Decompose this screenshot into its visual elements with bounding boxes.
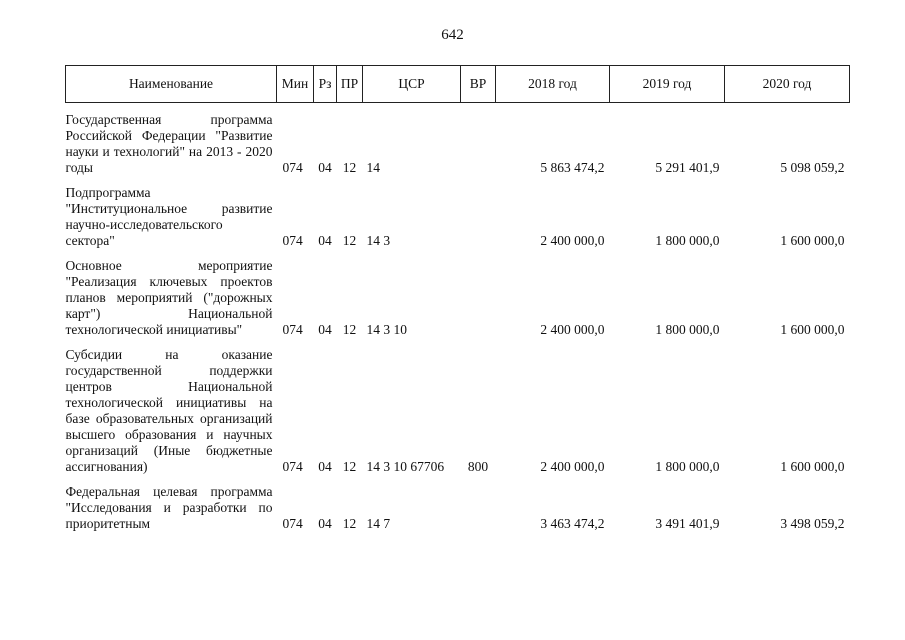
- header-csr: ЦСР: [363, 66, 461, 103]
- row-csr: 14 3 10 67706: [366, 459, 445, 474]
- row-min: 074: [282, 233, 303, 248]
- row-2019: 3 491 401,9: [655, 516, 720, 531]
- row-vr: [461, 258, 496, 338]
- table-row: [66, 347, 850, 475]
- table-row: [66, 258, 850, 338]
- row-min: 074: [282, 160, 303, 175]
- row-2020: 3 498 059,2: [780, 516, 845, 531]
- row-csr: 14 7: [366, 516, 391, 531]
- header-2020: 2020 год: [725, 66, 850, 103]
- row-2020: 1 600 000,0: [780, 459, 845, 474]
- table-row: [66, 112, 850, 176]
- row-min: 074: [282, 459, 303, 474]
- row-min: 074: [282, 322, 303, 337]
- row-name: Федеральная целевая программа "Исследования и разработки по приоритетным: [65, 484, 273, 531]
- row-2018: 2 400 000,0: [540, 322, 605, 337]
- row-2019: 1 800 000,0: [655, 322, 720, 337]
- row-vr: [461, 484, 496, 532]
- row-rz: 04: [318, 459, 332, 474]
- row-vr: [461, 112, 496, 176]
- row-vr: 800: [467, 459, 489, 474]
- table-body: [66, 103, 850, 533]
- row-min: 074: [282, 516, 303, 531]
- row-2018: 2 400 000,0: [540, 459, 605, 474]
- row-rz: 04: [318, 322, 332, 337]
- row-2018: 2 400 000,0: [540, 233, 605, 248]
- row-2020: 5 098 059,2: [780, 160, 845, 175]
- table-row: [66, 484, 850, 532]
- row-2018: 5 863 474,2: [540, 160, 605, 175]
- row-name: Субсидии на оказание государственной поддержки центров Национальной технологической инициативы на базе образовательных организаций высшего образования и научных организаций (Иные бюджетные ассигнования): [65, 347, 273, 474]
- row-2019: 5 291 401,9: [655, 160, 720, 175]
- row-2019: 1 800 000,0: [655, 233, 720, 248]
- row-2018: 3 463 474,2: [540, 516, 605, 531]
- row-name: Основное мероприятие "Реализация ключевых проектов планов мероприятий ("дорожных карт") Национальной технологической инициативы": [65, 258, 273, 337]
- row-vr: [461, 185, 496, 249]
- header-name: Наименование: [66, 66, 277, 103]
- budget-table: [65, 65, 850, 532]
- row-rz: 04: [318, 516, 332, 531]
- table-row: [66, 185, 850, 249]
- header-min: Мин: [277, 66, 314, 103]
- header-2019: 2019 год: [610, 66, 725, 103]
- row-csr: 14 3: [366, 233, 391, 248]
- header-vr: ВР: [461, 66, 496, 103]
- row-2020: 1 600 000,0: [780, 322, 845, 337]
- table-header: [66, 66, 850, 103]
- header-2018: 2018 год: [496, 66, 610, 103]
- row-name: Подпрограмма "Институциональное развитие научно-исследовательского сектора": [65, 185, 273, 248]
- header-pr: ПР: [337, 66, 363, 103]
- row-pr: 12: [342, 160, 357, 175]
- row-pr: 12: [342, 233, 357, 248]
- row-pr: 12: [342, 322, 357, 337]
- row-pr: 12: [342, 459, 357, 474]
- row-csr: 14 3 10: [366, 322, 407, 337]
- page-number: 642: [441, 27, 464, 43]
- row-pr: 12: [342, 516, 357, 531]
- row-csr: 14: [366, 160, 380, 175]
- row-2020: 1 600 000,0: [780, 233, 845, 248]
- row-rz: 04: [318, 233, 332, 248]
- header-rz: Рз: [314, 66, 337, 103]
- row-2019: 1 800 000,0: [655, 459, 720, 474]
- row-name: Государственная программа Российской Федерации "Развитие науки и технологий" на 2013 - 2020 годы: [65, 112, 273, 175]
- row-rz: 04: [318, 160, 332, 175]
